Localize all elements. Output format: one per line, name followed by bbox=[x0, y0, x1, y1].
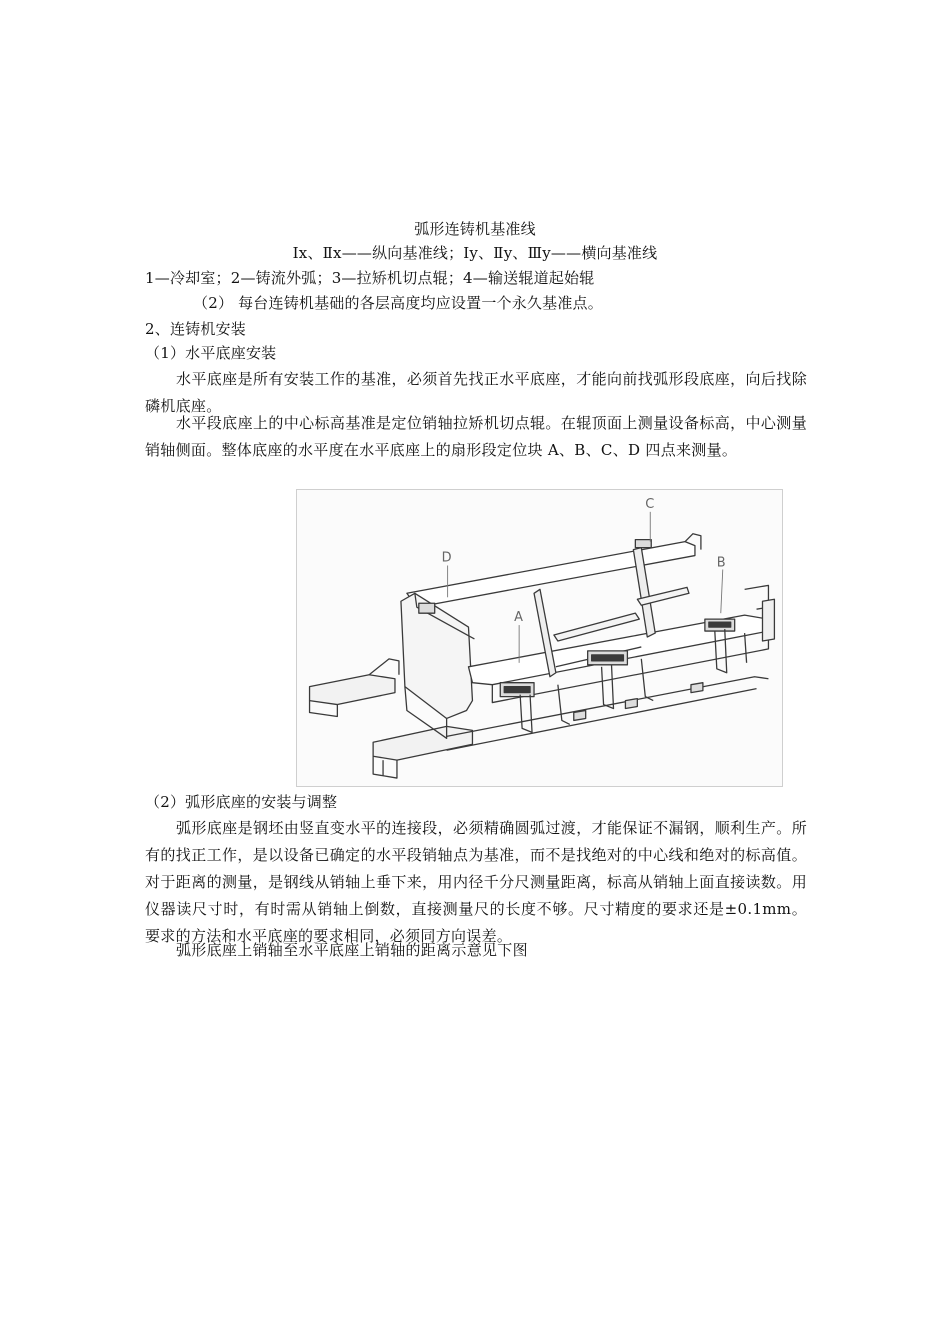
point-label-d: D bbox=[441, 550, 452, 566]
paragraph-arc-base-2: 弧形底座上销轴至水平底座上销轴的距离示意见下图 bbox=[176, 941, 528, 959]
base-frame-figure bbox=[296, 489, 783, 787]
baseline-description: Ⅰx、Ⅱx——纵向基准线；Ⅰy、Ⅱy、Ⅲy——横向基准线 bbox=[292, 244, 658, 262]
section-heading: 2、连铸机安装 bbox=[145, 320, 246, 338]
benchmark-note: （2） 每台连铸机基础的各层高度均应设置一个永久基准点。 bbox=[193, 294, 603, 312]
base-frame-drawing bbox=[297, 490, 782, 786]
paragraph-horizontal-base-2: 水平段底座上的中心标高基准是定位销轴拉矫机切点辊。在辊顶面上测量设备标高，中心测量销轴侧面。整体底座的水平度在水平底座上的扇形段定位块 A、B、C、D 四点来测量。 bbox=[145, 414, 807, 459]
subsection-heading-horizontal-base: （1）水平底座安装 bbox=[145, 344, 277, 362]
subsection-heading-arc-base: （2）弧形底座的安装与调整 bbox=[145, 793, 338, 811]
point-label-b: B bbox=[716, 555, 726, 571]
figure-caption: 弧形连铸机基准线 bbox=[414, 220, 536, 238]
point-label-a: A bbox=[514, 610, 524, 626]
figure-legend: 1—冷却室；2—铸流外弧；3—拉矫机切点辊；4—输送辊道起始辊 bbox=[145, 269, 595, 287]
point-label-c: C bbox=[645, 496, 655, 512]
paragraph-arc-base-1: 弧形底座是钢坯由竖直变水平的连接段，必须精确圆弧过渡，才能保证不漏钢，顺利生产。所有的找正工作，是以设备已确定的水平段销轴点为基准，而不是找绝对的中心线和绝对的标高值。对于距离的测量，是钢线从销轴上垂下来，用内径千分尺测量距离，标高从销轴上面直接读数。用仪器读尺寸时，有时需从销轴上倒数，直接测量尺的长度不够。尺寸精度的要求还是±0.1mm。要求的方法和水平底座的要求相同，必须同方向误差。 bbox=[145, 819, 807, 945]
paragraph-horizontal-base-1: 水平底座是所有安装工作的基准，必须首先找正水平底座，才能向前找弧形段底座，向后找除磷机底座。 bbox=[145, 370, 807, 415]
